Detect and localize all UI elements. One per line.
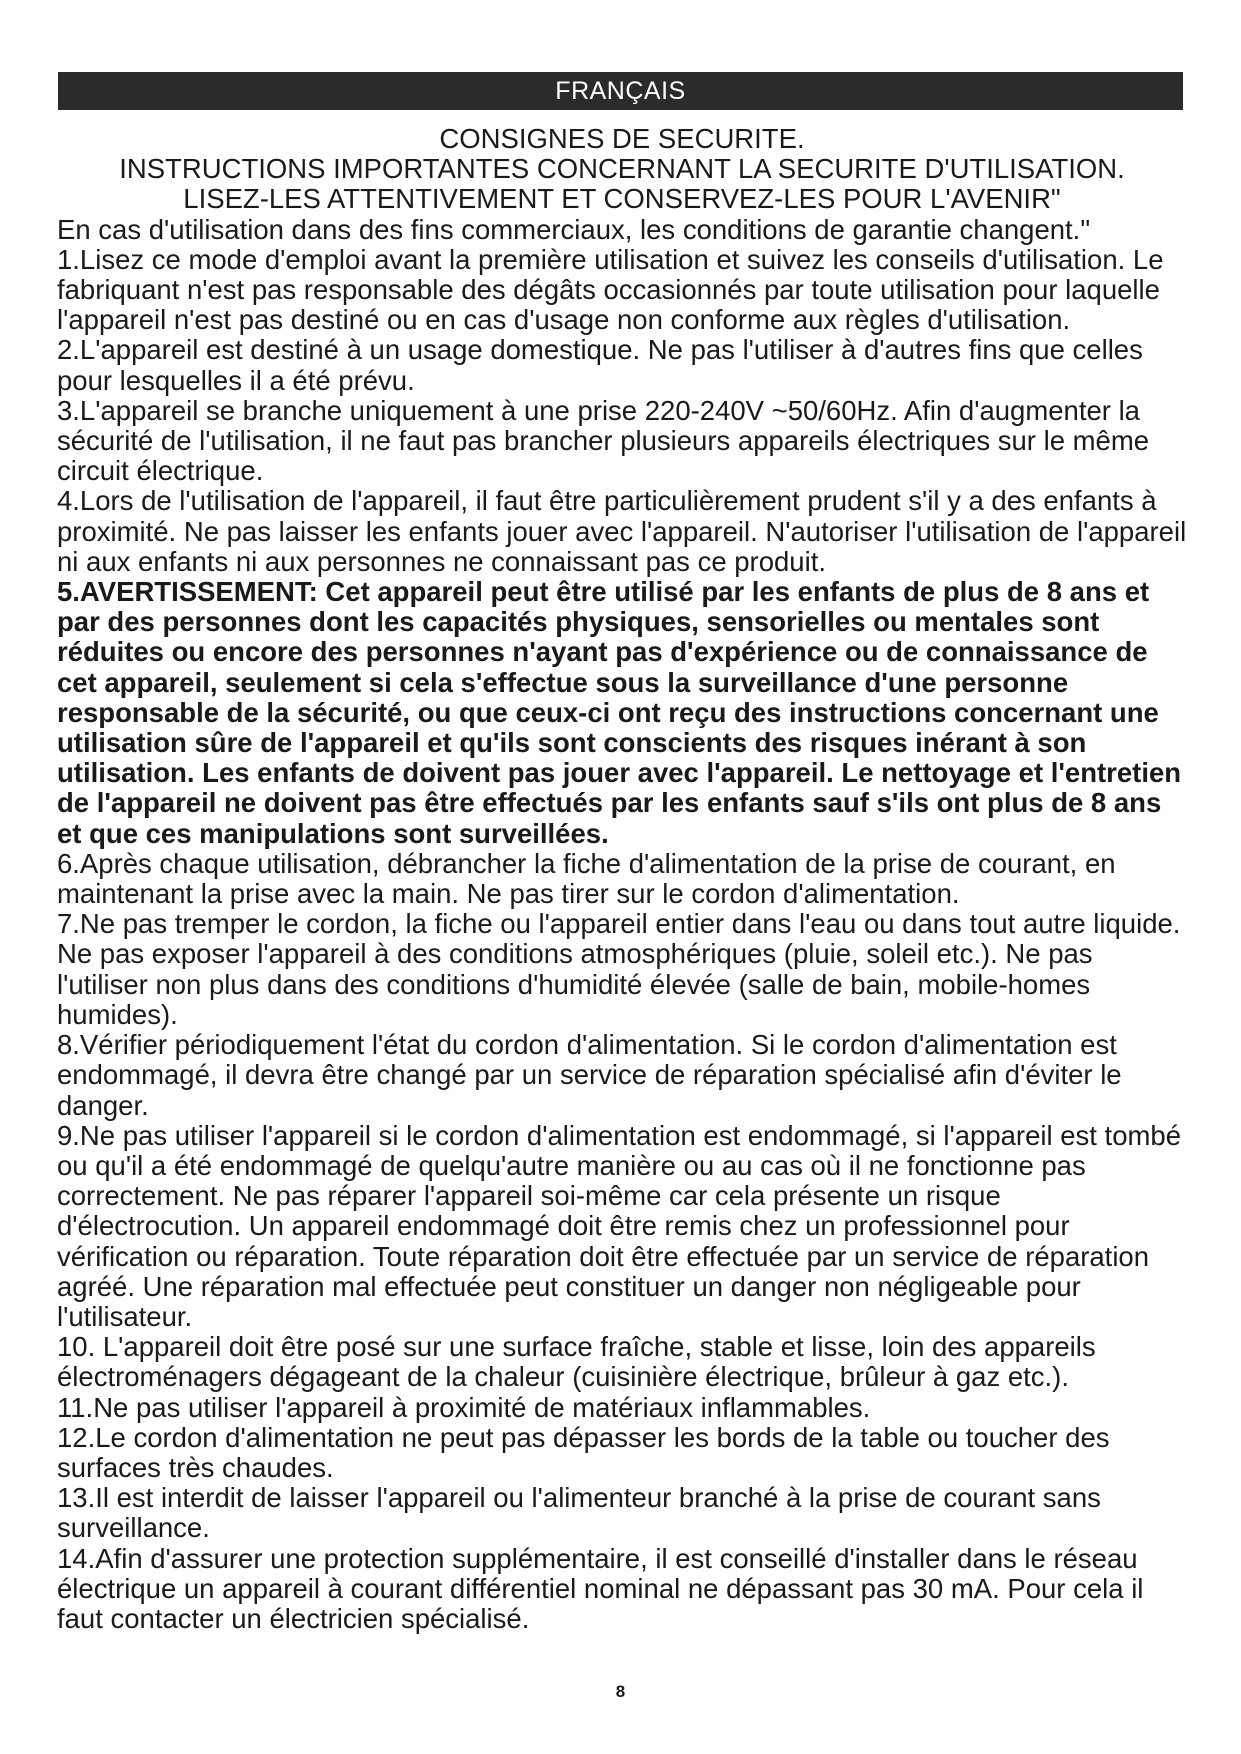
instruction-item-10: 10. L'appareil doit être posé sur une surface fraîche, stable et lisse, loin des appareils électroménagers dégageant de la chaleur (cuisinière électrique, brûleur à gaz etc.). <box>57 1331 1096 1393</box>
instruction-item-2: 2.L'appareil est destiné à un usage domestique. Ne pas l'utiliser à d'autres fins que celles pour lesquelles il a été prévu. <box>57 334 1143 396</box>
language-header-bar: FRANÇAIS <box>58 72 1183 110</box>
heading-read-carefully: LISEZ-LES ATTENTIVEMENT ET CONSERVEZ-LES POUR L'AVENIR" <box>183 183 1061 215</box>
instruction-item-9: 9.Ne pas utiliser l'appareil si le cordon d'alimentation est endommagé, si l'appareil est tombé ou qu'il a été endommagé de quelqu'autre manière ou au cas où il ne fonctionne pas correctement. Ne pas réparer l'appareil soi-même car cela présente un risque d'électrocution. Un appareil endommagé doit être remis chez un professionnel pour vérification ou réparation. Toute réparation doit être effectuée par un service de réparation agréé. Une réparation mal effectuée peut constituer un danger non négligeable pour l'utilisateur. <box>57 1119 1181 1332</box>
instruction-item-11: 11.Ne pas utiliser l'appareil à proximité de matériaux inflammables. <box>57 1391 871 1423</box>
heading-important-instructions: INSTRUCTIONS IMPORTANTES CONCERNANT LA SECURITE D'UTILISATION. <box>119 153 1125 185</box>
instruction-item-6: 6.Après chaque utilisation, débrancher la fiche d'alimentation de la prise de courant, en maintenant la prise avec la main. Ne pas tirer sur le cordon d'alimentation. <box>57 847 1116 910</box>
page-number: 8 <box>615 1682 626 1701</box>
instruction-item-7: 7.Ne pas tremper le cordon, la fiche ou l'appareil entier dans l'eau ou dans tout autre liquide. Ne pas exposer l'appareil à des conditions atmosphériques (pluie, soleil etc.). Ne pas l'utiliser non plus dans des conditions d'humidité élevée (salle de bain, mobile-homes humides). <box>57 908 1181 1030</box>
instruction-item-4: 4.Lors de l'utilisation de l'appareil, il faut être particulièrement prudent s'il y a des enfants à proximité. Ne pas laisser les enfants jouer avec l'appareil. N'autoriser l'utilisation de l'appareil ni aux enfants ni aux personnes ne connaissant pas ce produit. <box>57 485 1187 577</box>
safety-instructions <box>57 124 1187 1634</box>
instruction-item-8: 8.Vérifier périodiquement l'état du cordon d'alimentation. Si le cordon d'alimentation est endommagé, il devra être changé par un service de réparation spécialisé afin d'éviter le danger. <box>57 1029 1122 1121</box>
instruction-item-3: 3.L'appareil se branche uniquement à une prise 220-240V ~50/60Hz. Afin d'augmenter la sécurité de l'utilisation, il ne faut pas brancher plusieurs appareils électriques sur le même circuit électrique. <box>57 394 1150 487</box>
instruction-item-14: 14.Afin d'assurer une protection supplémentaire, il est conseillé d'installer dans le réseau électrique un appareil à courant différentiel nominal ne dépassant pas 30 mA. Pour cela il faut contacter un électricien spécialisé. <box>57 1542 1144 1634</box>
heading-safety: CONSIGNES DE SECURITE. <box>439 123 805 154</box>
instruction-item-1: 1.Lisez ce mode d'emploi avant la première utilisation et suivez les conseils d'utilisation. Le fabriquant n'est pas responsable des dégâts occasionnés par toute utilisation pour laquelle l'appareil n'est pas destiné ou en cas d'usage non conforme aux règles d'utilisation. <box>57 243 1164 336</box>
instruction-item-12: 12.Le cordon d'alimentation ne peut pas dépasser les bords de la table ou toucher des surfaces très chaudes. <box>57 1421 1110 1483</box>
instruction-item-5-warning: 5.AVERTISSEMENT: Cet appareil peut être utilisé par les enfants de plus de 8 ans et par des personnes dont les capacités physiques, sensorielles ou mentales sont réduites ou encore des personnes n'ayant pas d'expérience ou de connaissance de cet appareil, seulement si cela s'effectue sous la surveillance d'une personne responsable de la sécurité, ou que ceux-ci ont reçu des instructions concernant une utilisation sûre de l'appareil et qu'ils sont conscients des risques inérant à son utilisation. Les enfants de doivent pas jouer avec l'appareil. Le nettoyage et l'entretien de l'appareil ne doivent pas être effectués par les enfants sauf s'ils ont plus de 8 ans et que ces manipulations sont surveillées. <box>57 576 1182 849</box>
intro-warranty-note: En cas d'utilisation dans des fins commerciaux, les conditions de garantie changent." <box>57 213 1091 245</box>
instruction-item-13: 13.Il est interdit de laisser l'appareil ou l'alimenteur branché à la prise de courant sans surveillance. <box>57 1482 1101 1544</box>
